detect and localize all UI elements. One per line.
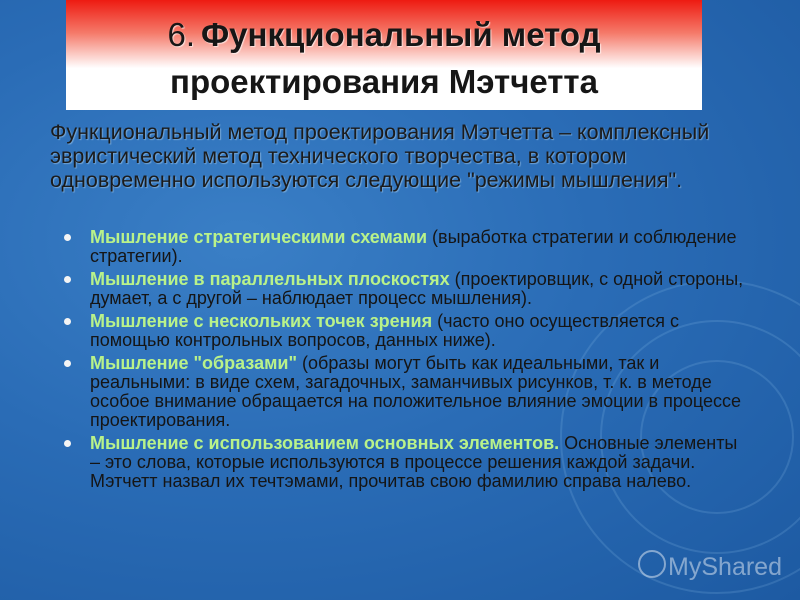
list-item — [60, 434, 750, 491]
title-banner — [66, 0, 702, 110]
title-number: 6. — [167, 16, 195, 53]
lightbulb-icon — [638, 550, 666, 578]
item-text: (выработка стратегии и соблюдение стратегии). — [90, 227, 737, 266]
thinking-modes-list — [60, 228, 750, 495]
item-text: (часто оно осуществляется с помощью контрольных вопросов, данных ниже). — [90, 311, 679, 350]
list-item — [60, 270, 750, 308]
list-item — [60, 312, 750, 350]
title-text-line1: Функциональный метод — [201, 16, 601, 53]
intro-paragraph: Функциональный метод проектирования Мэтчетта – комплексный эвристический метод технического творчества, в котором одновременно используются следующие "режимы мышления". — [50, 120, 710, 192]
item-text: Основные элементы – это слова, которые используются в процессе решения каждой задачи. Мэтчетт назвал их течтэмами, прочитав свою фамилию справа налево. — [90, 433, 738, 491]
bullet-icon — [64, 234, 71, 241]
slide-title-line2: проектирования Мэтчетта — [170, 63, 598, 100]
item-highlight: Мышление в параллельных плоскостях — [90, 269, 450, 289]
item-text: (проектировщик, с одной стороны, думает, а с другой – наблюдает процесс мышления). — [90, 269, 744, 308]
item-highlight: Мышление стратегическими схемами — [90, 227, 428, 247]
bullet-icon — [64, 360, 71, 367]
item-text: (образы могут быть как идеальными, так и реальными: в виде схем, загадочных, заманчивых рисунков, т. к. в методе особое внимание обращается на положительное влияние эмоции в процессе проектирования. — [90, 353, 742, 430]
bullet-icon — [64, 440, 71, 447]
slide-title-line1 — [66, 16, 702, 54]
item-highlight: Мышление с использованием основных элементов. — [90, 433, 560, 453]
item-highlight: Мышление с нескольких точек зрения — [90, 311, 433, 331]
bullet-icon — [64, 276, 71, 283]
item-highlight: Мышление "образами" — [90, 353, 298, 373]
watermark-text: MyShared — [668, 553, 782, 581]
myshared-watermark — [638, 550, 782, 582]
bullet-icon — [64, 318, 71, 325]
list-item — [60, 228, 750, 266]
list-item — [60, 354, 750, 430]
